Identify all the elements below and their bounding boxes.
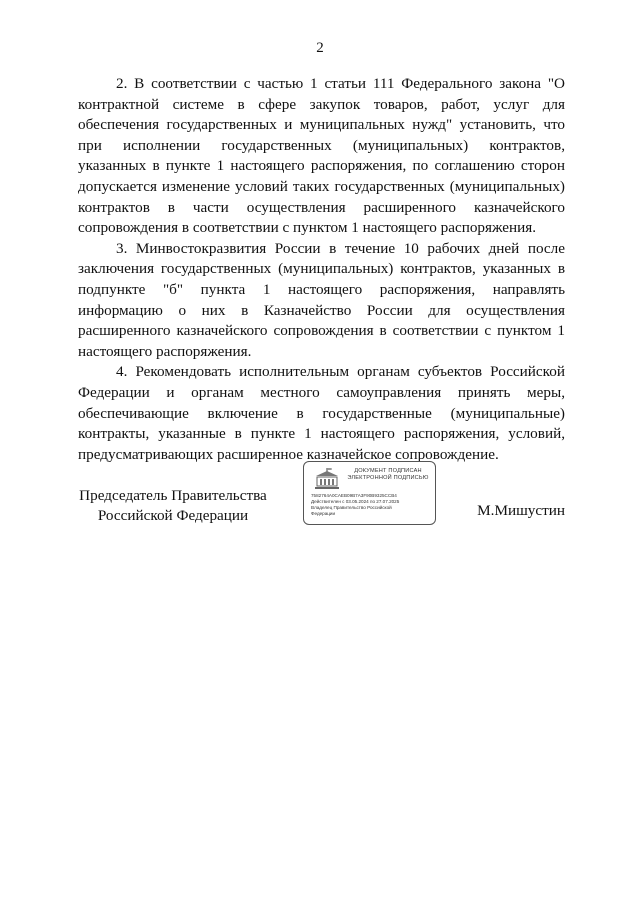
signature-block [0, 458, 640, 528]
stamp-heading-line1: ДОКУМЕНТ ПОДПИСАН [354, 468, 422, 474]
stamp-certificate: 7582764A0CAEB09B7A3F90B9325CCB4 [311, 493, 397, 498]
paragraph-3: 3. Минвостокразвития России в течение 10 рабочих дней после заключения государственных (муниципальных) контрактов, указанных в подпункте "б" пункта 1 настоящего распоряжения, направлять информацию о них в Казначейство России для осуществления расширенного казначейского сопровождения в соответствии с пунктом 1 настоящего распоряжения. [78, 239, 565, 360]
government-building-icon [312, 468, 342, 490]
stamp-heading-line2: ЭЛЕКТРОННОЙ ПОДПИСЬЮ [347, 475, 429, 481]
signer-name: М.Мишустин [477, 502, 565, 519]
stamp-validity: Действителен с 03.05.2024 по 27.07.2025 [311, 499, 400, 504]
stamp-owner-line1: Владелец Правительство Российской [311, 505, 392, 510]
stamp-heading [344, 468, 432, 482]
page-number: 2 [316, 40, 324, 56]
paragraph-4: 4. Рекомендовать исполнительным органам субъектов Российской Федерации и органам местного самоуправления принять меры, обеспечивающие включение в государственные (муниципальные) контракты, указанные в пункте 1 настоящего распоряжения, условий, предусматривающих расширенное казначейское сопровождение. [78, 363, 565, 463]
electronic-signature-stamp [303, 461, 436, 525]
document-body [78, 74, 565, 465]
stamp-details [311, 493, 433, 517]
signer-title [78, 486, 268, 526]
stamp-owner-line2: Федерации [311, 511, 336, 516]
signer-title-line2: Российской Федерации [97, 507, 249, 524]
paragraph-2: 2. В соответствии с частью 1 статьи 111 Федерального закона "О контрактной системе в сфере закупок товаров, работ, услуг для обеспечения государственных и муниципальных нужд" установить, что при исполнении государственных (муниципальных) контрактов, указанных в пункте 1 настоящего распоряжения, по соглашению сторон допускается изменение условий таких государственных (муниципальных) контрактов в части осуществления расширенного казначейского сопровождения в соответствии с пунктом 1 настоящего распоряжения. [78, 75, 565, 237]
signer-title-line1: Председатель Правительства [79, 487, 267, 504]
